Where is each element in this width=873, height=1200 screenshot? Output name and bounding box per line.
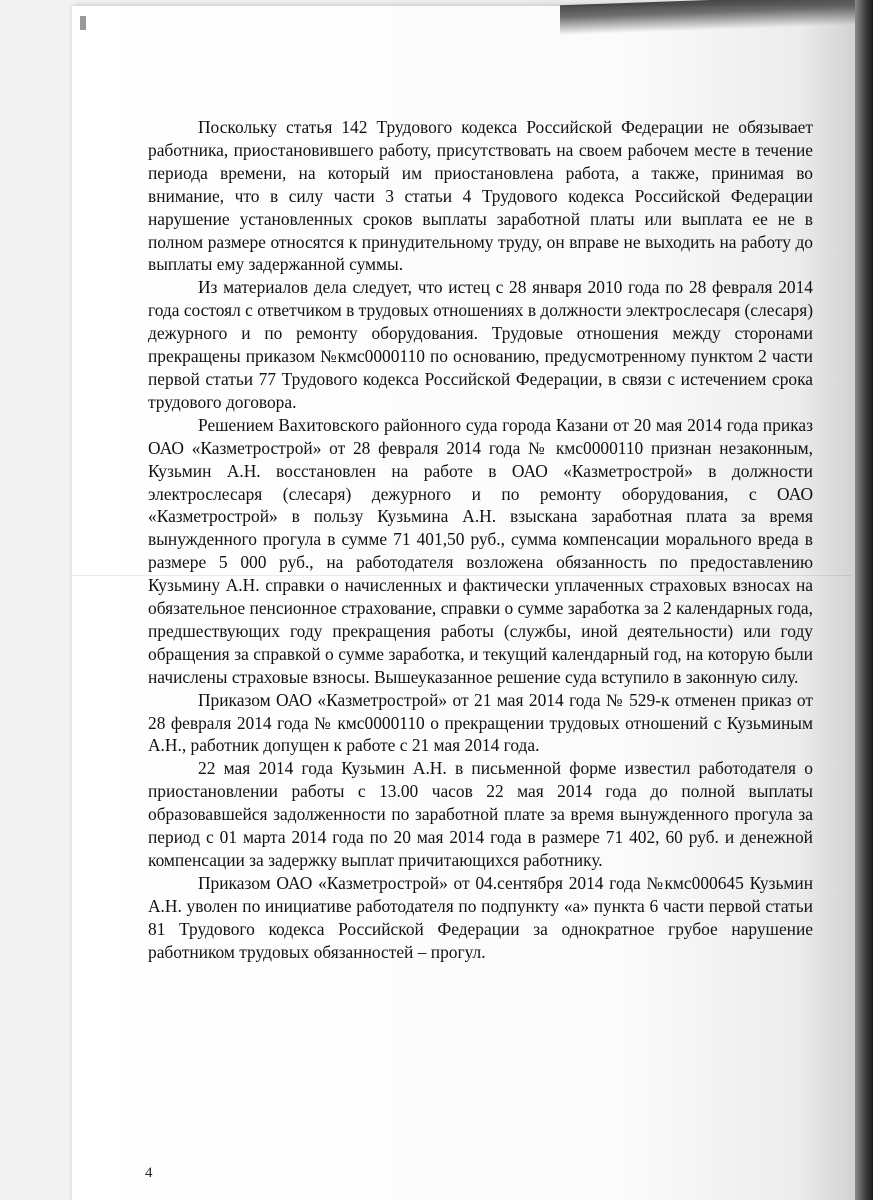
paragraph-2: Из материалов дела следует, что истец с 28 января 2010 года по 28 февраля 2014 года состоял с ответчиком в трудовых отношениях в должности электрослесаря (слесаря) дежурного и по ремонту оборудования. Трудовые отношения между сторонами прекращены приказом №кмс0000110 по основанию, предусмотренному пунктом 2 части первой статьи 77 Трудового кодекса Российской Федерации, в связи с истечением срока трудового договора.: [148, 277, 813, 412]
corner-mark: [80, 16, 86, 30]
page-number: 4: [145, 1165, 153, 1181]
paragraph-4: Приказом ОАО «Казметрострой» от 21 мая 2014 года № 529-к отменен приказ от 28 февраля 2014 года № кмс0000110 о прекращении трудовых отношений с Кузьминым А.Н., работник допущен к работе с 21 мая 2014 года.: [148, 689, 813, 756]
scan-binding-edge: [855, 0, 873, 1200]
paragraph-3: Решением Вахитовского районного суда города Казани от 20 мая 2014 года приказ ОАО «Казметрострой» от 28 февраля 2014 года № кмс0000110 признан незаконным, Кузьмин А.Н. восстановлен на работе в ОАО «Казметрострой» в должности электрослесаря (слесаря) дежурного и по ремонту оборудования, с ОАО «Казметрострой» в пользу Кузьмина А.Н. взыскана заработная плата за время вынужденного прогула в сумме 71 401,50 руб., сумма компенсации морального вреда в размере 5 000 руб., на работодателя возложена обязанность по предоставлению Кузьмину А.Н. справки о начисленных и фактически уплаченных страховых взносах на обязательное пенсионное страхование, справки о сумме заработка за 2 календарных года, предшествующих году прекращения работы (службы, иной деятельности) или году обращения за справкой о сумме заработка, и текущий календарный год, на которую были начислены страховые взносы. Вышеуказанное решение суда вступило в законную силу.: [148, 414, 813, 687]
paragraph-6: Приказом ОАО «Казметрострой» от 04.сентября 2014 года №кмс000645 Кузьмин А.Н. уволен по инициативе работодателя по подпункту «а» пункта 6 части первой статьи 81 Трудового кодекса Российской Федерации за однократное грубое нарушение работником трудовых обязанностей – прогул.: [148, 872, 813, 962]
document-body: [148, 116, 813, 964]
paragraph-1: Поскольку статья 142 Трудового кодекса Российской Федерации не обязывает работника, приостановившего работу, присутствовать на своем рабочем месте в течение периода времени, на который им приостановлена работа, а также, принимая во внимание, что в силу части 3 статьи 4 Трудового кодекса Российской Федерации нарушение установленных сроков выплаты заработной платы или выплата ее не в полном размере относятся к принудительному труду, он вправе не выходить на работу до выплаты ему задержанной суммы.: [148, 117, 813, 275]
paragraph-5: 22 мая 2014 года Кузьмин А.Н. в письменной форме известил работодателя о приостановлении работы с 13.00 часов 22 мая 2014 года до полной выплаты образовавшейся задолженности по заработной плате за время вынужденного прогула за период с 01 марта 2014 года по 20 мая 2014 года в размере 71 402, 60 руб. и денежной компенсации за задержку выплат причитающихся работнику.: [148, 758, 813, 870]
